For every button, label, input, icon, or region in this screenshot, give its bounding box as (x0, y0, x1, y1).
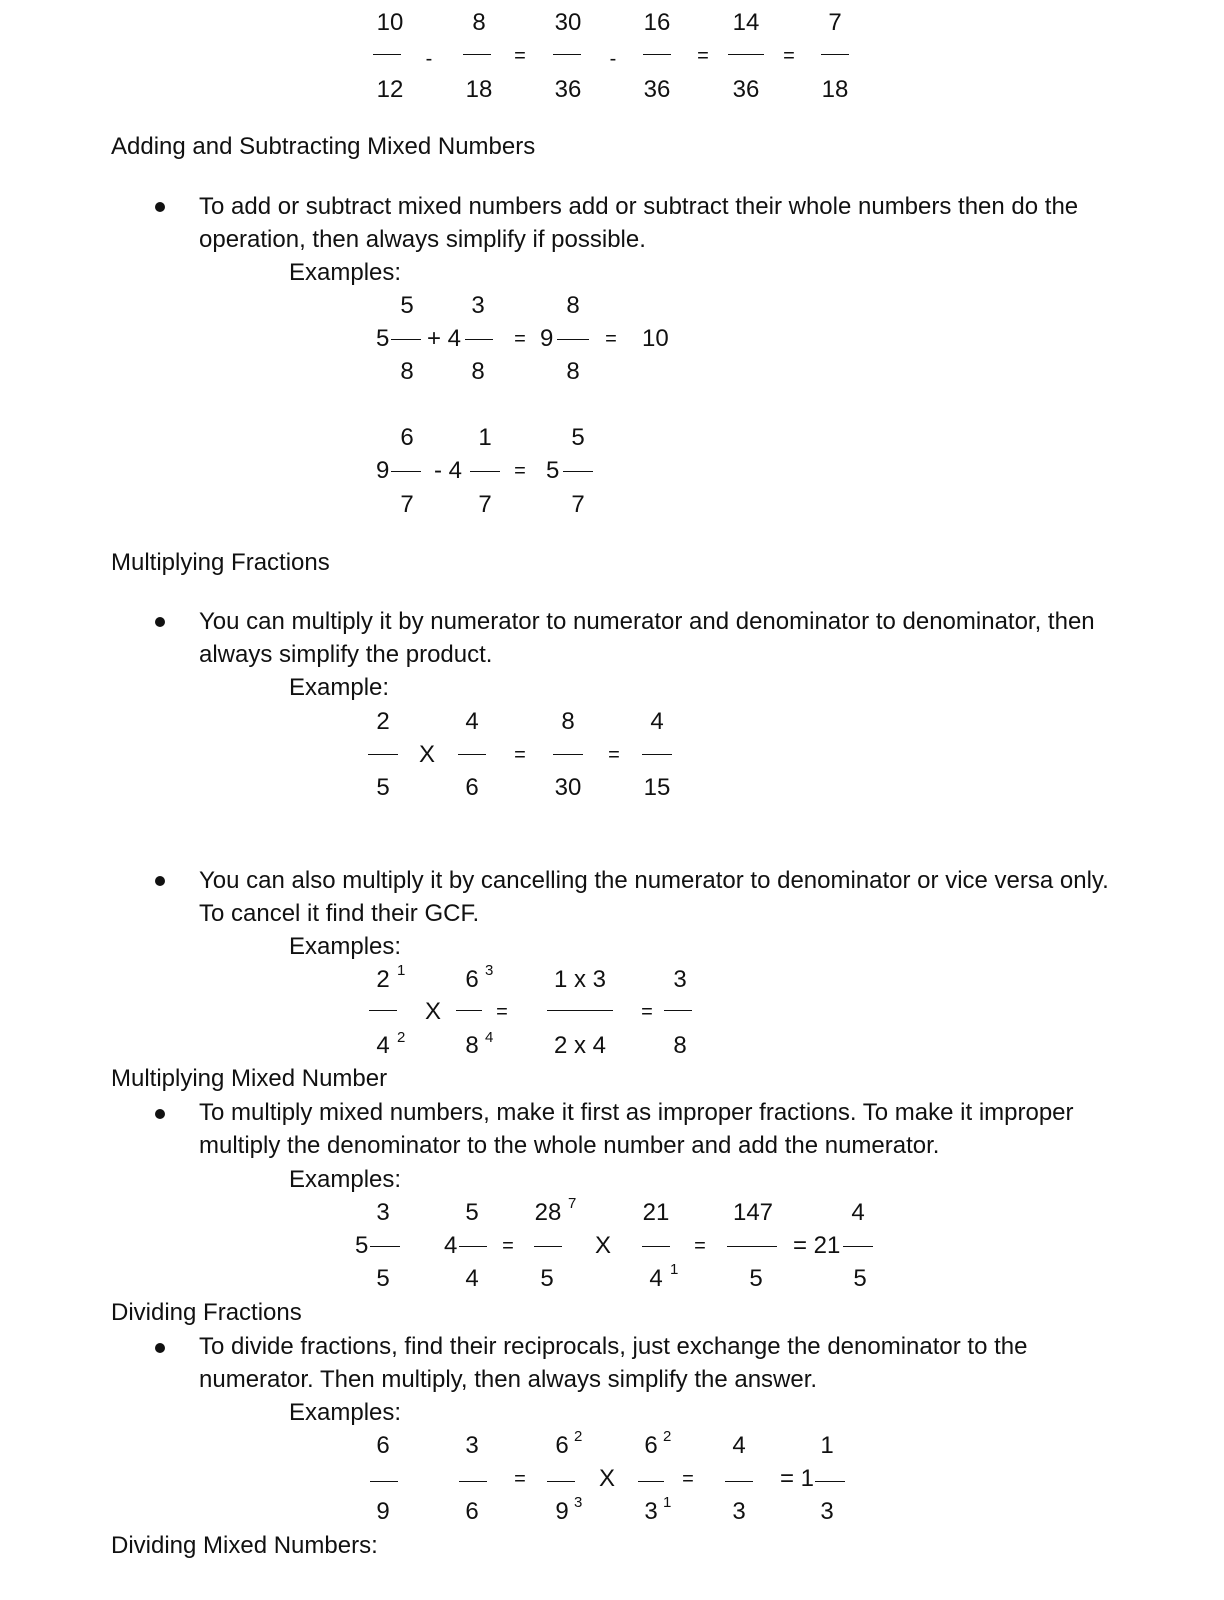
denominator: 8 (471, 358, 485, 385)
example-label: Example: (289, 674, 390, 701)
paragraph-line: To add or subtract mixed numbers add or subtract their whole numbers then do the (199, 193, 1079, 220)
equals-sign: = (605, 328, 617, 350)
whole-number: 4 (444, 1232, 458, 1259)
cancel-superscript: 1 (663, 1494, 672, 1511)
times-sign: X (598, 1465, 616, 1492)
denominator: 5 (853, 1265, 867, 1292)
numerator: 5 (571, 424, 585, 451)
numerator: 10 (376, 9, 404, 36)
examples-label: Examples: (289, 933, 402, 960)
times-sign: X (424, 998, 442, 1025)
heading-multiplying-fractions: Multiplying Fractions (111, 549, 330, 576)
equals-sign: = (514, 460, 526, 482)
denominator: 12 (376, 76, 404, 103)
denominator: 4 (649, 1265, 663, 1292)
numerator: 2 (376, 708, 390, 735)
fraction-bar (664, 1010, 692, 1011)
numerator: 5 (465, 1199, 479, 1226)
equals-sign: = (514, 744, 526, 766)
paragraph-line: To multiply mixed numbers, make it first as improper fractions. To make it improper (199, 1099, 1074, 1126)
numerator: 8 (472, 9, 486, 36)
fraction-bar (459, 1246, 487, 1247)
fraction-bar (727, 1246, 777, 1247)
fraction-bar (643, 54, 671, 55)
denominator: 4 (465, 1265, 479, 1292)
denominator: 7 (400, 491, 414, 518)
denominator: 15 (643, 774, 671, 801)
cancel-superscript: 2 (574, 1428, 583, 1445)
equals-sign: = (608, 744, 620, 766)
numerator: 4 (465, 708, 479, 735)
fraction-bar (815, 1481, 845, 1482)
fraction-bar (547, 1010, 613, 1011)
equals-sign: = (694, 1235, 706, 1257)
whole-number: 9 (376, 457, 390, 484)
bullet-icon (155, 876, 165, 886)
equals-sign: = (514, 1468, 526, 1490)
numerator: 7 (828, 9, 842, 36)
denominator: 8 (465, 1032, 479, 1059)
fraction-bar (638, 1481, 664, 1482)
numerator: 30 (554, 9, 582, 36)
operator: + 4 (427, 325, 462, 352)
denominator: 5 (540, 1265, 554, 1292)
paragraph-line: multiply the denominator to the whole number and add the numerator. (199, 1132, 940, 1159)
equals-sign: = (697, 45, 709, 67)
numerator: 2 (376, 966, 390, 993)
numerator: 6 (400, 424, 414, 451)
numerator: 6 (555, 1432, 569, 1459)
fraction-bar (821, 54, 849, 55)
numerator: 3 (471, 292, 485, 319)
heading-multiplying-mixed: Multiplying Mixed Number (111, 1065, 388, 1092)
denominator: 5 (749, 1265, 763, 1292)
fraction-bar (465, 339, 493, 340)
whole-number: = 21 (793, 1232, 841, 1259)
equals-sign: = (502, 1235, 514, 1257)
numerator: 6 (644, 1432, 658, 1459)
times-sign: X (594, 1232, 612, 1259)
cancel-superscript: 7 (568, 1195, 577, 1212)
times-sign: X (418, 741, 436, 768)
cancel-superscript: 2 (397, 1029, 406, 1046)
fraction-bar (370, 1481, 398, 1482)
numerator: 6 (376, 1432, 390, 1459)
paragraph-line: You can also multiply it by cancelling the numerator to denominator or vice versa only. (199, 867, 1109, 894)
numerator: 3 (673, 966, 687, 993)
denominator: 5 (376, 1265, 390, 1292)
equals-sign: = (783, 45, 795, 67)
denominator: 4 (376, 1032, 390, 1059)
cancel-superscript: 4 (485, 1029, 494, 1046)
examples-label: Examples: (289, 1166, 402, 1193)
cancel-superscript: 1 (397, 962, 406, 979)
denominator: 2 x 4 (553, 1032, 607, 1059)
heading-adding-subtracting-mixed: Adding and Subtracting Mixed Numbers (111, 133, 536, 160)
heading-dividing-mixed: Dividing Mixed Numbers: (111, 1532, 378, 1559)
paragraph-line: You can multiply it by numerator to numerator and denominator to denominator, then (199, 608, 1095, 635)
fraction-bar (642, 754, 672, 755)
denominator: 7 (478, 491, 492, 518)
equals-sign: = (682, 1468, 694, 1490)
fraction-bar (553, 754, 583, 755)
equals-sign: = (514, 45, 526, 67)
minus-sign: - (425, 48, 433, 70)
fraction-bar (728, 54, 764, 55)
numerator: 1 (820, 1432, 834, 1459)
numerator: 8 (566, 292, 580, 319)
bullet-icon (155, 617, 165, 627)
denominator: 6 (465, 1498, 479, 1525)
equals-sign: = (514, 328, 526, 350)
fraction-bar (391, 339, 421, 340)
numerator: 6 (465, 966, 479, 993)
numerator: 147 (732, 1199, 774, 1226)
fraction-bar (463, 54, 491, 55)
numerator: 14 (732, 9, 760, 36)
fraction-bar (373, 54, 401, 55)
result: 10 (642, 325, 669, 352)
paragraph-line: To divide fractions, find their reciprocals, just exchange the denominator to the (199, 1333, 1028, 1360)
denominator: 36 (732, 76, 760, 103)
fraction-bar (557, 339, 589, 340)
denominator: 30 (554, 774, 582, 801)
numerator: 1 x 3 (553, 966, 607, 993)
numerator: 3 (465, 1432, 479, 1459)
operator: - 4 (434, 457, 463, 484)
denominator: 36 (554, 76, 582, 103)
minus-sign: - (609, 48, 617, 70)
cancel-superscript: 3 (485, 962, 494, 979)
denominator: 6 (465, 774, 479, 801)
whole-number: = 1 (780, 1465, 815, 1492)
denominator: 3 (732, 1498, 746, 1525)
numerator: 8 (561, 708, 575, 735)
denominator: 9 (376, 1498, 390, 1525)
whole-number: 9 (540, 325, 554, 352)
denominator: 3 (820, 1498, 834, 1525)
denominator: 5 (376, 774, 390, 801)
equals-sign: = (641, 1001, 653, 1023)
whole-number: 5 (376, 325, 390, 352)
fraction-bar (458, 754, 486, 755)
denominator: 8 (400, 358, 414, 385)
numerator: 4 (732, 1432, 746, 1459)
numerator: 28 (534, 1199, 562, 1226)
numerator: 4 (851, 1199, 865, 1226)
numerator: 1 (478, 424, 492, 451)
paragraph-line: operation, then always simplify if possible. (199, 226, 646, 253)
numerator: 5 (400, 292, 414, 319)
cancel-superscript: 1 (670, 1261, 679, 1278)
fraction-bar (391, 471, 421, 472)
heading-dividing-fractions: Dividing Fractions (111, 1299, 302, 1326)
fraction-bar (456, 1010, 482, 1011)
whole-number: 5 (546, 457, 560, 484)
denominator: 9 (555, 1498, 569, 1525)
fraction-bar (553, 54, 581, 55)
fraction-bar (534, 1246, 562, 1247)
whole-number: 5 (355, 1232, 369, 1259)
denominator: 18 (821, 76, 849, 103)
fraction-bar (725, 1481, 753, 1482)
fraction-bar (470, 471, 500, 472)
fraction-bar (369, 1010, 397, 1011)
bullet-icon (155, 1109, 165, 1119)
denominator: 8 (673, 1032, 687, 1059)
fraction-bar (459, 1481, 487, 1482)
numerator: 16 (643, 9, 671, 36)
bullet-icon (155, 1343, 165, 1353)
fraction-bar (547, 1481, 575, 1482)
denominator: 3 (644, 1498, 658, 1525)
denominator: 18 (465, 76, 493, 103)
fraction-bar (843, 1246, 873, 1247)
numerator: 21 (642, 1199, 670, 1226)
denominator: 36 (643, 76, 671, 103)
fraction-bar (370, 1246, 400, 1247)
numerator: 3 (376, 1199, 390, 1226)
bullet-icon (155, 202, 165, 212)
cancel-superscript: 3 (574, 1494, 583, 1511)
cancel-superscript: 2 (663, 1428, 672, 1445)
fraction-bar (563, 471, 593, 472)
denominator: 7 (571, 491, 585, 518)
examples-label: Examples: (289, 1399, 402, 1426)
paragraph-line: To cancel it find their GCF. (199, 900, 480, 927)
paragraph-line: always simplify the product. (199, 641, 493, 668)
numerator: 4 (650, 708, 664, 735)
paragraph-line: numerator. Then multiply, then always simplify the answer. (199, 1366, 818, 1393)
fraction-bar (368, 754, 398, 755)
fraction-bar (642, 1246, 670, 1247)
examples-label: Examples: (289, 259, 402, 286)
denominator: 8 (566, 358, 580, 385)
equals-sign: = (496, 1001, 508, 1023)
